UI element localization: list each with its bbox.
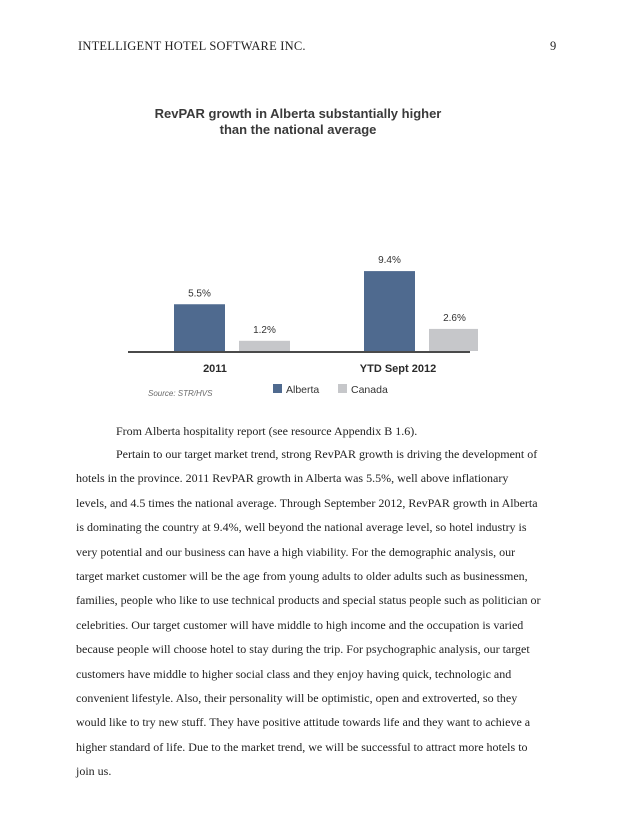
paragraph-line: very potential and our business can have a high viability. For the demographic analysis, our (76, 544, 516, 559)
running-head: INTELLIGENT HOTEL SOFTWARE INC. (78, 39, 306, 53)
paragraph-line: target market customer will be the age from young adults to older adults such as businessmen, (76, 569, 528, 584)
body-paragraph (76, 442, 570, 784)
paragraph-line: would like to try new stuff. They have positive attitude towards life and they want to achieve a (76, 715, 531, 730)
paragraph-line: celebrities. Our target customer will have middle to high income and the occupation is varied (76, 617, 524, 632)
chart-source: Source: STR/HVS (148, 389, 213, 398)
bar-alberta-1 (364, 271, 415, 351)
bar-canada-0 (239, 341, 290, 351)
data-label: 1.2% (253, 324, 276, 336)
x-tick-label: 2011 (203, 363, 227, 375)
paragraph-line: join us. (76, 764, 112, 779)
paragraph-line: because people will choose hotel to stay during the trip. For psychographic analysis, our target (76, 642, 530, 657)
paragraph-line: hotels in the province. 2011 RevPAR growth in Alberta was 5.5%, well above inflationary (76, 471, 509, 486)
x-tick-label: YTD Sept 2012 (359, 363, 437, 375)
legend-swatch-alberta (273, 384, 282, 393)
data-label: 2.6% (443, 312, 466, 324)
paragraph-line: families, people who like to use technical products and special status people such as politician or (76, 593, 541, 608)
legend-label-canada: Canada (351, 384, 388, 396)
data-label: 9.4% (378, 255, 401, 267)
legend-label-alberta: Alberta (286, 384, 320, 396)
paragraph-line: is dominating the country at 9.4%, well beyond the national average level, so hotel industry is (76, 520, 527, 535)
revpar-bar-chart (118, 92, 478, 412)
chart-title-line-2: than the national average (219, 122, 377, 137)
chart-title-line-1: RevPAR growth in Alberta substantially higher (154, 106, 442, 121)
paragraph-line: customers have middle to higher social class and they enjoy having quick, technologic and (76, 666, 512, 681)
bar-canada-1 (429, 329, 478, 351)
paragraph-line: Pertain to our target market trend, strong RevPAR growth is driving the development of (116, 447, 538, 461)
paragraph-line: convenient lifestyle. Also, their personality will be optimistic, open and extroverted, so they (76, 691, 518, 706)
data-label: 5.5% (188, 288, 211, 300)
figure-caption: From Alberta hospitality report (see resource Appendix B 1.6). (116, 424, 418, 438)
page-number: 9 (550, 39, 557, 53)
paragraph-line: higher standard of life. Due to the market trend, we will be successful to attract more hotels to (76, 739, 528, 754)
legend-swatch-canada (338, 384, 347, 393)
paragraph-line: levels, and 4.5 times the national average. Through September 2012, RevPAR growth in Alberta (76, 495, 538, 510)
bar-alberta-0 (174, 304, 225, 351)
